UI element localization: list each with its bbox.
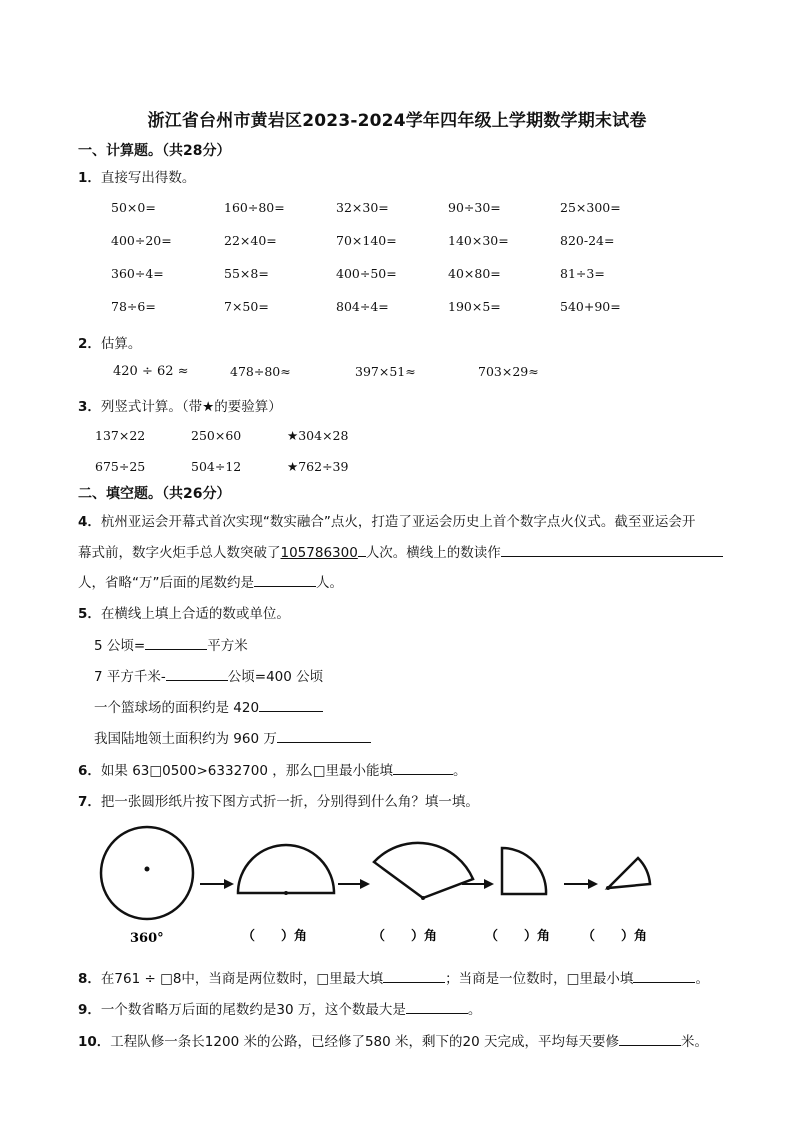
section-heading-calculation: 一、计算题。（共28分） [78, 143, 231, 159]
estimate-item: 703×29≈ [478, 364, 539, 379]
estimate-item: 420 ÷ 62 ≈ [113, 364, 189, 379]
torchbearer-number: 105786300 [280, 545, 358, 561]
estimate-item: 397×51≈ [355, 364, 416, 379]
question-text: ；当商是一位数时，□里最小填 [445, 971, 634, 987]
estimate-item: 478÷80≈ [230, 364, 291, 379]
mental-math-item: 400÷20= [111, 233, 172, 248]
question-5-item-3 [94, 696, 323, 716]
arrow-head [588, 879, 598, 889]
question-1 [78, 166, 195, 186]
vertical-calc-item: 137×22 [95, 428, 146, 443]
answer-blank[interactable] [254, 572, 316, 587]
question-text: 幕式前，数字火炬手总人数突破了 [78, 545, 281, 561]
question-text: 人次。横线上的数读作 [365, 545, 501, 561]
answer-blank[interactable] [619, 1031, 681, 1046]
question-text: 一个数省略万后面的尾数约是30 万，这个数最大是 [100, 1002, 406, 1018]
question-5-item-1 [94, 634, 248, 654]
angle-label-blank: （ ）角 [372, 929, 438, 944]
vertical-calc-item: ★304×28 [287, 428, 349, 443]
question-7 [78, 790, 479, 810]
question-number: 4． [78, 514, 101, 530]
mental-math-item: 400÷50= [336, 266, 397, 281]
question-number: 3． [78, 399, 101, 415]
item-text: 平方米 [207, 638, 248, 654]
arrow-head [224, 879, 234, 889]
mental-math-item: 32×30= [336, 200, 389, 215]
vertical-calc-item: 675÷25 [95, 459, 146, 474]
question-9 [78, 998, 481, 1018]
mental-math-item: 7×50= [224, 299, 269, 314]
angle-label-blank: （ ）角 [582, 929, 648, 944]
question-6 [78, 759, 466, 779]
question-text: 如果 63□0500>6332700 ，那么□里最小能填 [100, 763, 393, 779]
acute-sector-shape [608, 858, 650, 888]
mental-math-item: 160÷80= [224, 200, 285, 215]
angle-label-blank: （ ）角 [242, 929, 308, 944]
question-text: 人。 [316, 575, 343, 591]
question-text: 把一张圆形纸片按下图方式折一折，分别得到什么角？填一填。 [100, 794, 479, 810]
question-text: 。 [695, 971, 709, 987]
circle-center-dot [145, 867, 150, 872]
section-heading-fill-blank: 二、填空题。（共26分） [78, 486, 231, 502]
question-5 [78, 602, 290, 622]
arrow-head [360, 879, 370, 889]
quarter-sector-shape [502, 848, 546, 894]
semicircle-shape [238, 845, 334, 893]
question-number: 9． [78, 1002, 101, 1018]
answer-blank[interactable] [406, 999, 468, 1014]
question-4-line-1 [78, 510, 695, 530]
mental-math-item: 50×0= [111, 200, 156, 215]
question-text: 在横线上填上合适的数或单位。 [100, 606, 290, 622]
question-10 [78, 1030, 708, 1050]
answer-blank[interactable] [277, 728, 371, 743]
question-text: 直接写出得数。 [100, 170, 196, 186]
obtuse-sector-shape [374, 843, 473, 898]
question-text: 人，省略“万”后面的尾数约是 [78, 575, 254, 591]
question-number: 5． [78, 606, 101, 622]
mental-math-item: 70×140= [336, 233, 397, 248]
question-text: 。 [452, 763, 467, 779]
answer-blank[interactable] [633, 968, 695, 983]
item-text: 5 公顷= [94, 638, 146, 654]
vertical-calc-item: 250×60 [191, 428, 242, 443]
mental-math-item: 140×30= [448, 233, 509, 248]
question-number: 10． [78, 1034, 111, 1050]
question-text: 杭州亚运会开幕式首次实现“数实融合”点火，打造了亚运会历史上首个数字点火仪式。截至亚运会开 [100, 514, 696, 530]
question-text: 在761 ÷ □8中，当商是两位数时，□里最大填 [100, 971, 384, 987]
angle-label-blank: （ ）角 [485, 929, 551, 944]
question-5-item-2 [94, 665, 323, 685]
item-text: 公顷=400 公顷 [227, 669, 324, 685]
vertical-calc-item: ★762÷39 [287, 459, 349, 474]
question-text: 列竖式计算。（带★的要验算） [100, 399, 282, 415]
mental-math-item: 804÷4= [336, 299, 389, 314]
arrow-head [484, 879, 494, 889]
angle-label-360: 360° [130, 931, 164, 946]
question-8 [78, 967, 709, 987]
question-number: 1． [78, 170, 101, 186]
mental-math-item: 40×80= [448, 266, 501, 281]
question-number: 8． [78, 971, 101, 987]
question-number: 6． [78, 763, 101, 779]
item-text: 7 平方千米- [94, 669, 166, 685]
answer-blank[interactable] [166, 666, 228, 681]
answer-blank[interactable] [393, 760, 453, 775]
mental-math-item: 540+90= [560, 299, 621, 314]
question-number: 2． [78, 336, 101, 352]
question-2 [78, 332, 141, 352]
mental-math-item: 25×300= [560, 200, 621, 215]
circle-shape [101, 827, 193, 919]
question-text: 。 [467, 1002, 482, 1018]
question-text: 工程队修一条长1200 米的公路，已经修了580 米，剩下的20 天完成，平均每天要修 [110, 1034, 619, 1050]
question-4-line-3 [78, 571, 343, 591]
item-text: 一个篮球场的面积约是 420 [94, 700, 260, 716]
answer-blank[interactable] [383, 968, 445, 983]
answer-blank[interactable] [501, 542, 723, 557]
question-text: 米。 [680, 1034, 708, 1050]
item-text: 我国陆地领土面积约为 960 万 [94, 731, 277, 747]
answer-blank[interactable] [259, 697, 323, 712]
question-3 [78, 395, 282, 415]
mental-math-item: 55×8= [224, 266, 269, 281]
vertical-calc-item: 504÷12 [191, 459, 242, 474]
page-title: 浙江省台州市黄岩区2023-2024学年四年级上学期数学期末试卷 [147, 111, 647, 131]
mental-math-item: 820-24= [560, 233, 615, 248]
fold-point [421, 896, 425, 900]
mental-math-item: 190×5= [448, 299, 501, 314]
question-4-line-2 [78, 541, 723, 561]
mental-math-item: 360÷4= [111, 266, 164, 281]
mental-math-item: 81÷3= [560, 266, 605, 281]
spacer [358, 542, 366, 557]
paper-folding-figure [90, 820, 690, 950]
mental-math-item: 22×40= [224, 233, 277, 248]
question-text: 估算。 [100, 336, 142, 352]
fold-point [284, 891, 288, 895]
fold-point [606, 886, 610, 890]
mental-math-item: 78÷6= [111, 299, 156, 314]
question-5-item-4 [94, 727, 371, 747]
mental-math-item: 90÷30= [448, 200, 501, 215]
answer-blank[interactable] [145, 635, 207, 650]
question-number: 7． [78, 794, 101, 810]
